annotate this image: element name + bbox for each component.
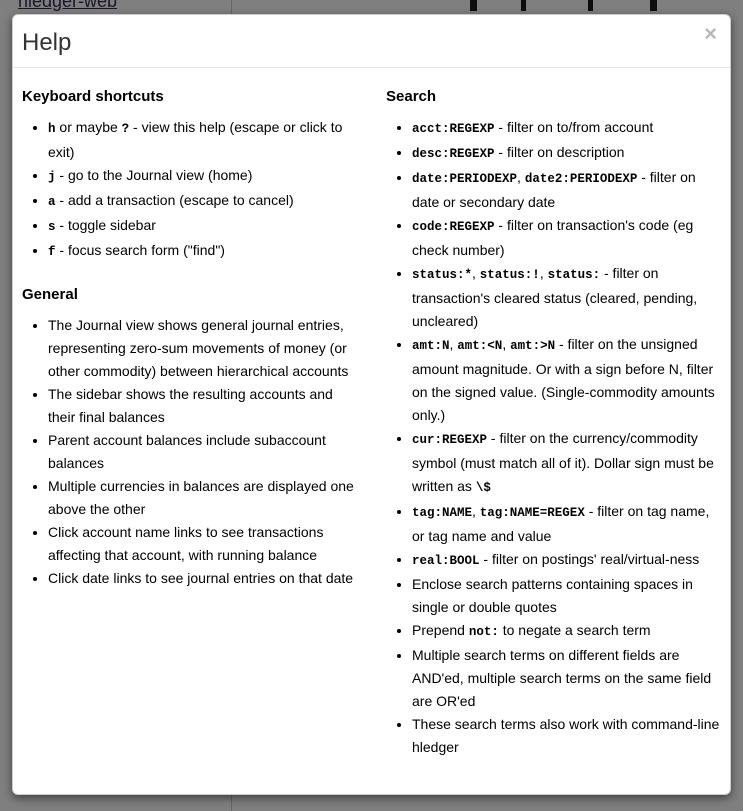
text-segment: - filter on transaction's code (eg check number) xyxy=(412,217,694,258)
text-segment: These search terms also work with command-line hledger xyxy=(412,716,720,755)
list-item xyxy=(48,214,359,239)
text-segment: - filter on tag name, or tag name and value xyxy=(412,503,710,544)
section-general xyxy=(22,285,359,590)
list-item xyxy=(412,713,720,759)
list-item xyxy=(412,262,720,333)
text-segment: , xyxy=(539,265,548,281)
list-item xyxy=(48,314,359,383)
code-term: desc:REGEXP xyxy=(412,147,495,161)
text-segment: , xyxy=(472,503,480,519)
code-term: ? xyxy=(121,122,130,136)
text-segment: - toggle sidebar xyxy=(55,217,156,233)
list-item xyxy=(412,573,720,619)
text-segment: - filter on postings' real/virtual-ness xyxy=(479,551,700,567)
text-segment: - filter on the currency/commodity symbol (must match all of it). Dollar sign must be written as xyxy=(412,430,714,494)
text-segment: - view this help (escape or click to exit) xyxy=(48,119,343,160)
code-term: date:PERIODEXP xyxy=(412,172,518,186)
text-segment: - filter on the unsigned amount magnitude. Or with a sign before N, filter on the signed value. (Single-commodity amounts only.) xyxy=(412,336,715,423)
list-item xyxy=(48,239,359,264)
search-terms-list xyxy=(386,116,720,759)
code-term: status: xyxy=(547,268,601,282)
search-heading: Search xyxy=(386,88,437,105)
code-term: h xyxy=(48,122,56,136)
general-list xyxy=(22,314,359,590)
list-item xyxy=(412,500,720,548)
text-segment: Click account name links to see transactions affecting that account, with running balance xyxy=(48,524,324,563)
code-term: s xyxy=(48,220,56,234)
text-segment: , xyxy=(472,265,480,281)
list-item xyxy=(412,333,720,427)
list-item xyxy=(48,164,359,189)
code-term: acct:REGEXP xyxy=(412,122,495,136)
code-term: tag:NAME=REGEX xyxy=(479,506,585,520)
text-segment: , xyxy=(517,169,525,185)
list-item xyxy=(48,567,359,590)
left-column xyxy=(22,72,371,590)
list-item xyxy=(48,116,359,164)
text-segment: Prepend xyxy=(412,622,469,638)
code-term: real:BOOL xyxy=(412,554,480,568)
code-term: code:REGEXP xyxy=(412,220,495,234)
text-segment: - focus search form ("find") xyxy=(55,242,225,258)
text-segment: - filter on description xyxy=(494,144,625,160)
text-segment: - filter on to/from account xyxy=(494,119,654,135)
text-segment: - filter on transaction's cleared status (cleared, pending, uncleared) xyxy=(412,265,698,329)
text-segment: or maybe xyxy=(55,119,122,135)
help-modal xyxy=(12,14,731,795)
list-item xyxy=(48,475,359,521)
code-term: amt:>N xyxy=(510,339,556,353)
code-term: date2:PERIODEXP xyxy=(524,172,638,186)
close-icon[interactable]: × xyxy=(704,21,717,46)
list-item xyxy=(48,429,359,475)
text-segment: to negate a search term xyxy=(498,622,651,638)
text-segment: - add a transaction (escape to cancel) xyxy=(55,192,294,208)
code-term: \$ xyxy=(475,481,491,495)
text-segment: The sidebar shows the resulting accounts and their final balances xyxy=(48,386,333,425)
modal-body xyxy=(13,68,730,769)
general-heading: General xyxy=(22,286,78,303)
code-term: status:! xyxy=(479,268,540,282)
text-segment: - filter on date or secondary date xyxy=(412,169,696,210)
code-term: cur:REGEXP xyxy=(412,433,488,447)
text-segment: Click date links to see journal entries on that date xyxy=(48,570,354,586)
text-segment: Multiple search terms on different fields are AND'ed, multiple search terms on the same field are OR'ed xyxy=(412,647,712,709)
text-segment: - go to the Journal view (home) xyxy=(55,167,253,183)
list-item xyxy=(412,166,720,214)
list-item xyxy=(412,141,720,166)
modal-title: Help xyxy=(22,29,72,56)
section-search xyxy=(386,87,720,759)
code-term: amt:N xyxy=(412,339,450,353)
text-segment: Multiple currencies in balances are displayed one above the other xyxy=(48,478,354,517)
keyboard-shortcuts-heading: Keyboard shortcuts xyxy=(22,88,164,105)
modal-header xyxy=(13,15,730,68)
code-term: amt:<N xyxy=(457,339,503,353)
list-item xyxy=(412,644,720,713)
list-item xyxy=(412,427,720,500)
list-item xyxy=(412,619,720,644)
text-segment: Parent account balances include subaccount balances xyxy=(48,432,326,471)
section-keyboard-shortcuts xyxy=(22,87,359,264)
code-term: tag:NAME xyxy=(412,506,473,520)
text-segment: Enclose search patterns containing spaces in single or double quotes xyxy=(412,576,693,615)
list-item xyxy=(412,214,720,262)
text-segment: The Journal view shows general journal entries, representing zero-sum movements of money (or other commodity) between hierarchical accounts xyxy=(48,317,349,379)
list-item xyxy=(48,189,359,214)
code-term: status:* xyxy=(412,268,473,282)
list-item xyxy=(48,521,359,567)
text-segment: , xyxy=(449,336,458,352)
list-item xyxy=(412,548,720,573)
text-segment: , xyxy=(502,336,511,352)
right-column xyxy=(371,72,720,759)
code-term: a xyxy=(48,195,56,209)
keyboard-shortcuts-list xyxy=(22,116,359,264)
code-term: f xyxy=(48,245,56,259)
list-item xyxy=(412,116,720,141)
code-term: j xyxy=(48,170,56,184)
code-term: not: xyxy=(468,625,499,639)
list-item xyxy=(48,383,359,429)
